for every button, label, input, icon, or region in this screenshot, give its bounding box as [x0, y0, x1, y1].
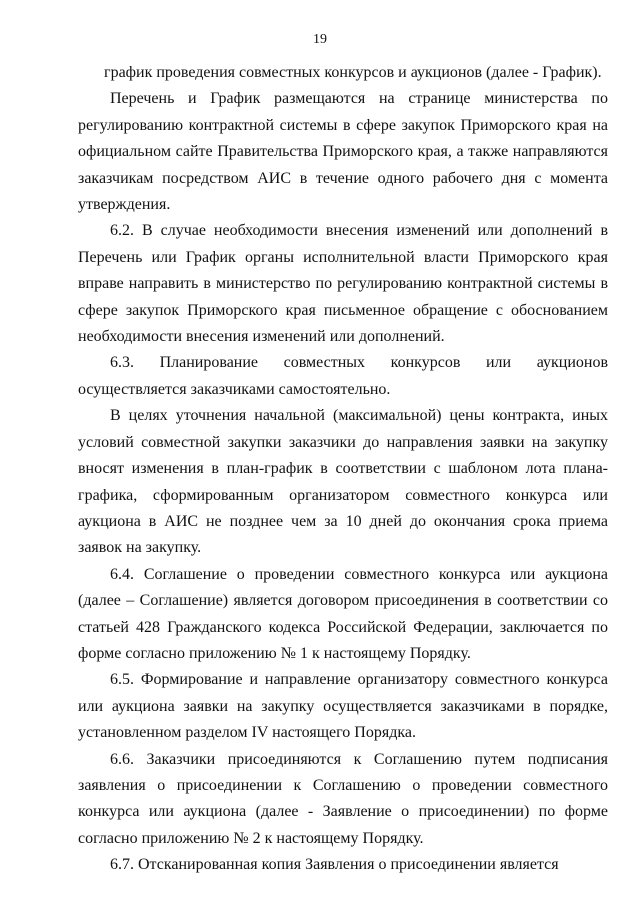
paragraph-price-clarification: В целях уточнения начальной (максимальной) цены контракта, иных условий совместной закупки заказчики до направления заявки на закупку вносят изменения в план-график в соответствии с шаблоном лота плана-графика, сформированным организатором совместного конкурса или аукциона в АИС не позднее чем за 10 дней до окончания срока приема заявок на закупку. — [78, 407, 608, 557]
page-number: 19 — [313, 32, 327, 47]
paragraph-6-6: 6.6. Заказчики присоединяются к Соглашению путем подписания заявления о присоединении к Соглашению о проведении совместного конкурса или аукциона (далее - Заявление о присоединении) по форме согласно приложению № 2 к настоящему Порядку. — [78, 750, 608, 847]
paragraph-6-5: 6.5. Формирование и направление организатору совместного конкурса или аукциона заявки на закупку осуществляется заказчиками в порядке, установленном разделом IV настоящего Порядка. — [78, 671, 608, 742]
paragraph-6-2: 6.2. В случае необходимости внесения изменений или дополнений в Перечень или График органы исполнительной власти Приморского края вправе направить в министерство по регулированию контрактной системы в сфере закупок Приморского края письменное обращение с обоснованием необходимости внесения изменений или дополнений. — [78, 222, 608, 346]
paragraph-6-7: 6.7. Отсканированная копия Заявления о присоединении является — [110, 856, 559, 874]
paragraph-list-publication: Перечень и График размещаются на странице министерства по регулированию контрактной системы в сфере закупок Приморского края на официальном сайте Правительства Приморского края, а также направляются заказчикам посредством АИС в течение одного рабочего дня с момента утверждения. — [78, 90, 608, 214]
document-body — [78, 60, 608, 879]
paragraph-6-4: 6.4. Соглашение о проведении совместного конкурса или аукциона (далее – Соглашение) является договором присоединения в соответствии со статьей 428 Гражданского кодекса Российской Федерации, заключается по форме согласно приложению № 1 к настоящему Порядку. — [78, 565, 608, 662]
paragraph-6-3: 6.3. Планирование совместных конкурсов или аукционов осуществляется заказчиками самостоятельно. — [78, 354, 608, 398]
paragraph-graph-continuation: график проведения совместных конкурсов и аукционов (далее - График). — [104, 64, 602, 81]
